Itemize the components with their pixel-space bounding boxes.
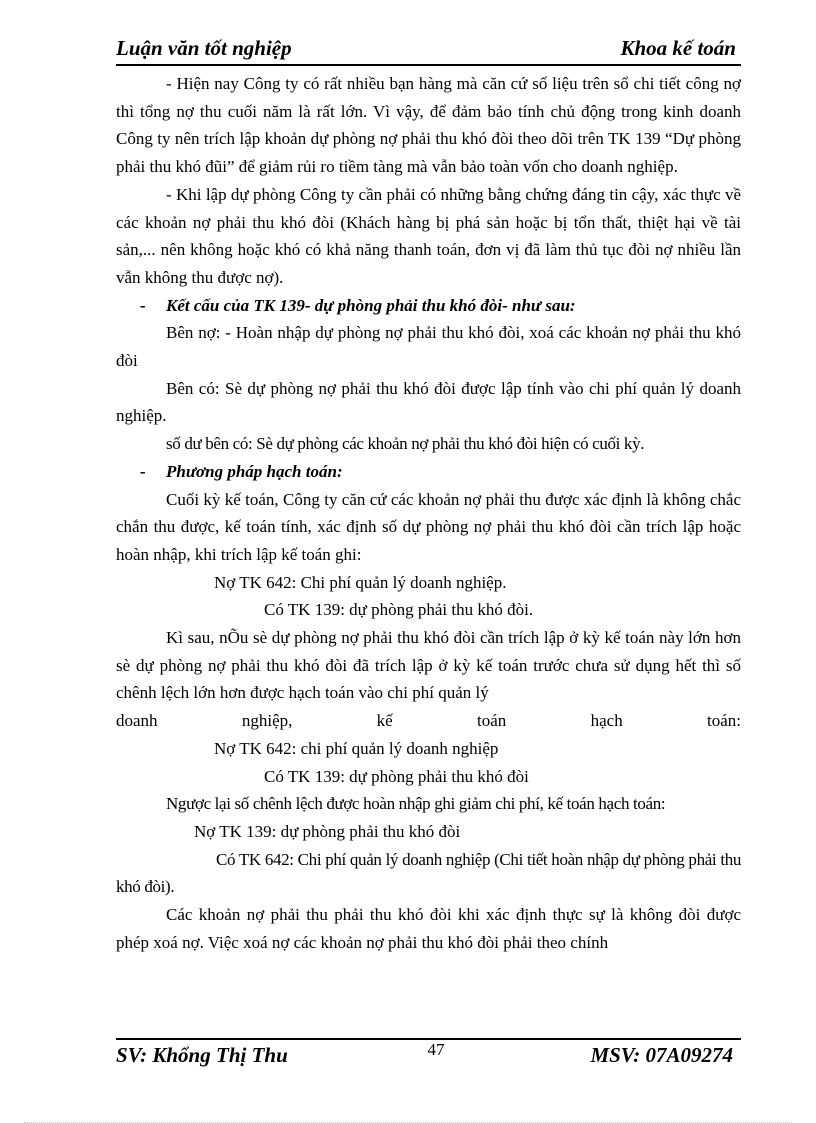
journal-entry-debit: Nợ TK 139: dự phòng phải thu khó đòi: [194, 821, 461, 841]
header-thesis-title: Luận văn tốt nghiệp: [116, 36, 292, 60]
paragraph-reversal: Ngược lại số chênh lệch được hoàn nhập ghi giảm chi phí, kế toán hạch toán:: [166, 794, 666, 814]
footer-student-name: SV: Khổng Thị Thu: [116, 1043, 288, 1067]
journal-entry-credit: Có TK 642: Chi phí quản lý doanh nghiệp (Chi tiết hoàn nhập dự phòng phải thu khó đòi).: [116, 849, 741, 897]
section-heading-accounting-method: [116, 458, 741, 486]
paragraph-next-period: Kì sau, nÕu sè dự phòng nợ phải thu khó đòi cần trích lập ở kỳ kế toán này lớn hơn sè dự phòng nợ phải thu khó đòi đã trích lập ở kỳ kế toán trước chưa sử dụng hết thì số chênh lệch lớn hơn được hạch toán vào chi phí quản lý: [116, 628, 741, 703]
journal-entry-credit: Có TK 139: dự phòng phải thu khó đòi: [264, 766, 529, 786]
bullet-marker: -: [140, 461, 146, 481]
section-heading-text: Kết cấu của TK 139- dự phòng phải thu khó đòi- như sau:: [166, 295, 576, 315]
paragraph-credit-side: Bên có: Sè dự phòng nợ phải thu khó đòi được lập tính vào chi phí quản lý doanh nghiệp.: [116, 378, 741, 426]
paragraph-debit-side: Bên nợ: - Hoàn nhập dự phòng nợ phải thu khó đòi, xoá các khoản nợ phải thu khó đòi: [116, 323, 741, 371]
document-body: [116, 70, 741, 957]
paragraph-provision-evidence: - Khi lập dự phòng Công ty cần phải có những bằng chứng đáng tin cậy, xác thực về các khoản nợ phải thu khó đòi (Khách hàng bị phá sản hoặc bị tổn thất, thiệt hại về tài sản,... nên không hoặc khó có khả năng thanh toán, đơn vị đã làm thủ tục đòi nợ nhiều lần vẫn không thu được nợ).: [116, 184, 741, 287]
paragraph-period-end: Cuối kỳ kế toán, Công ty căn cứ các khoản nợ phải thu được xác định là không chắc chắn thu được, kế toán tính, xác định số dự phòng nợ phải thu khó đòi cần trích lập hoặc hoàn nhập, khi trích lập kế toán ghi:: [116, 489, 741, 564]
paragraph-credit-balance: số dư bên có: Sè dự phòng các khoản nợ phải thu khó đòi hiện có cuối kỳ.: [166, 434, 645, 454]
paragraph-provision-reason: - Hiện nay Công ty có rất nhiều bạn hàng mà căn cứ số liệu trên sổ chi tiết công nợ thì tổng nợ thu cuối năm là rất lớn. Vì vậy, để đảm bảo tính chủ động trong kinh doanh Công ty nên trích lập khoản dự phòng nợ phải thu khó đòi theo dõi trên TK 139 “Dự phòng phải thu khó đũi” để giảm rủi ro tiềm tàng mà vẫn bảo toàn vốn cho doanh nghiệp.: [116, 74, 741, 177]
paragraph-next-period-end: doanh nghiệp, kế toán hạch toán:: [116, 711, 741, 731]
header-faculty: Khoa kế toán: [620, 36, 736, 60]
header-divider: [116, 64, 741, 66]
paragraph-write-off: Các khoản nợ phải thu phải thu khó đòi khi xác định thực sự là không đòi được phép xoá nợ. Việc xoá nợ các khoản nợ phải thu khó đòi phải theo chính: [116, 905, 741, 952]
journal-entry-debit: Nợ TK 642: Chi phí quản lý doanh nghiệp.: [214, 572, 507, 592]
section-heading-account-structure: [116, 292, 741, 320]
section-heading-text: Phương pháp hạch toán:: [166, 461, 343, 481]
page-header: [116, 34, 736, 62]
page-number: 47: [427, 1040, 445, 1059]
journal-entry-debit: Nợ TK 642: chi phí quản lý doanh nghiệp: [214, 738, 499, 758]
journal-entry-credit: Có TK 139: dự phòng phải thu khó đòi.: [264, 600, 534, 620]
bullet-marker: -: [140, 295, 146, 315]
footer-student-id: MSV: 07A09274: [590, 1043, 733, 1067]
